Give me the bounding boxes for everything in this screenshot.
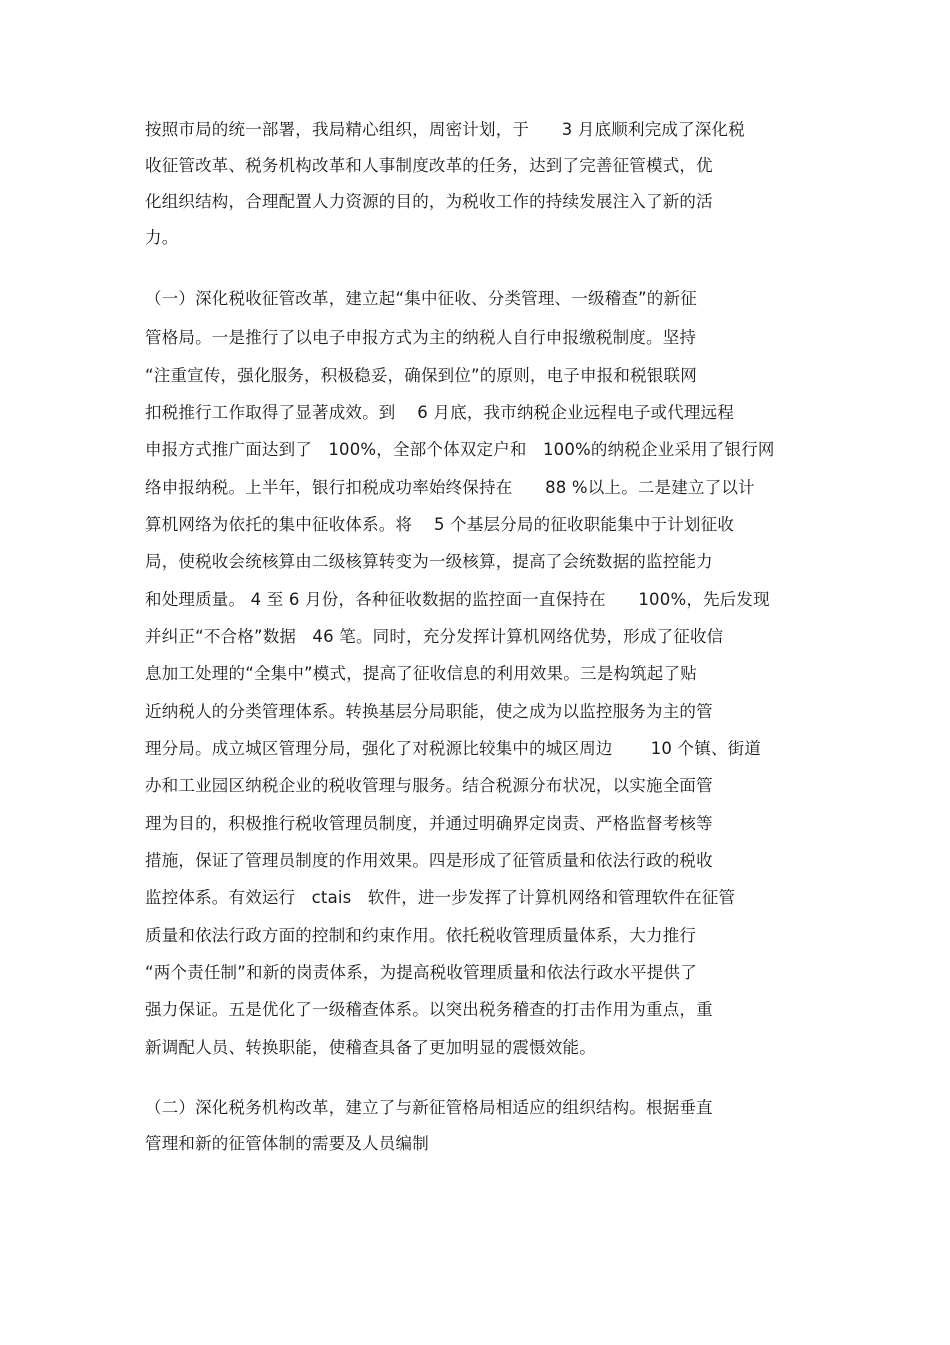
text-line: 化组织结构，合理配置人力资源的目的，为税收工作的持续发展注入了新的活 — [145, 192, 713, 211]
text-line: 监控体系。有效运行 ctais 软件，进一步发挥了计算机网络和管理软件在征管 — [145, 888, 736, 907]
text-line: 并纠正“不合格”数据 46 笔。同时，充分发挥计算机网络优势，形成了征收信 — [145, 627, 724, 646]
text-line: 申报方式推广面达到了 100%，全部个体双定户和 100%的纳税企业采用了银行网 — [145, 440, 775, 459]
text-line: 强力保证。五是优化了一级稽查体系。以突出税务稽查的打击作用为重点，重 — [145, 1000, 713, 1019]
text-line: 理为目的，积极推行税收管理员制度，并通过明确界定岗责、严格监督考核等 — [145, 814, 713, 833]
text-line: （二）深化税务机构改革，建立了与新征管格局相适应的组织结构。根据垂直 — [145, 1098, 713, 1117]
text-line: （一）深化税收征管改革，建立起“集中征收、分类管理、一级稽查”的新征 — [145, 289, 697, 308]
text-line: 收征管改革、税务机构改革和人事制度改革的任务，达到了完善征管模式，优 — [145, 156, 713, 175]
text-line: 办和工业园区纳税企业的税收管理与服务。结合税源分布状况，以实施全面管 — [145, 776, 713, 795]
text-line: 管理和新的征管体制的需要及人员编制 — [145, 1134, 429, 1153]
text-line: 管格局。一是推行了以电子申报方式为主的纳税人自行申报缴税制度。坚持 — [145, 328, 697, 347]
text-line: 按照市局的统一部署，我局精心组织，周密计划，于 3 月底顺利完成了深化税 — [145, 120, 745, 139]
text-line: 算机网络为依托的集中征收体系。将 5 个基层分局的征收职能集中于计划征收 — [145, 515, 735, 534]
text-line: 息加工处理的“全集中”模式，提高了征收信息的利用效果。三是构筑起了贴 — [145, 664, 697, 683]
text-line: 措施，保证了管理员制度的作用效果。四是形成了征管质量和依法行政的税收 — [145, 851, 713, 870]
text-line: 和处理质量。 4 至 6 月份，各种征收数据的监控面一直保持在 100%，先后发现 — [145, 590, 770, 609]
text-line: 理分局。成立城区管理分局，强化了对税源比较集中的城区周边 10 个镇、街道 — [145, 739, 762, 758]
text-line: 局，使税收会统核算由二级核算转变为一级核算，提高了会统数据的监控能力 — [145, 552, 713, 571]
text-line: 络申报纳税。上半年，银行扣税成功率始终保持在 88 %以上。二是建立了以计 — [145, 478, 755, 497]
text-line: “注重宣传，强化服务，积极稳妥，确保到位”的原则，电子申报和税银联网 — [145, 366, 697, 385]
text-line: 近纳税人的分类管理体系。转换基层分局职能，使之成为以监控服务为主的管 — [145, 702, 713, 721]
text-line: 新调配人员、转换职能，使稽查具备了更加明显的震慑效能。 — [145, 1038, 596, 1057]
text-line: 扣税推行工作取得了显著成效。到 6 月底，我市纳税企业远程电子或代理远程 — [145, 403, 735, 422]
text-line: “两个责任制”和新的岗责体系，为提高税收管理质量和依法行政水平提供了 — [145, 963, 697, 982]
text-line: 质量和依法行政方面的控制和约束作用。依托税收管理质量体系，大力推行 — [145, 926, 697, 945]
text-line: 力。 — [145, 228, 179, 247]
